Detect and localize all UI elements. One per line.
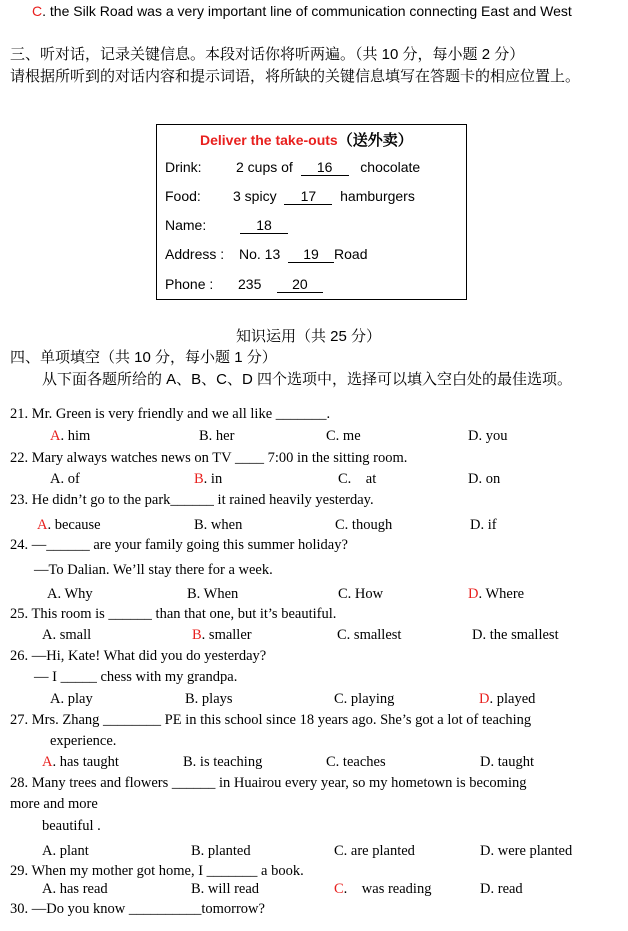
option-letter: A (47, 586, 58, 602)
knowledge-heading: 知识运用（共 25 分） (236, 328, 382, 345)
question-27-option-a (42, 754, 119, 771)
option-text: . has read (52, 881, 108, 897)
option-letter: D (468, 471, 479, 487)
card-title-cn: （送外卖） (337, 132, 413, 149)
section3-instruction: 请根据所听到的对话内容和提示词语，将所缺的关键信息填写在答题卡的相应位置上。 (10, 68, 581, 85)
option-letter: D (472, 627, 483, 643)
question-22-option-a (50, 471, 80, 488)
option-text: . me (335, 428, 361, 444)
blank-18: 18 (240, 217, 288, 234)
question-23-stem-line: 23. He didn’t go to the park______ it rained heavily yesterday. (10, 492, 374, 508)
question-26-stem-line: — I _____ chess with my grandpa. (34, 669, 238, 685)
question-26-option-b (185, 691, 233, 708)
take-out-card (156, 124, 467, 300)
card-before: No. 13 (239, 246, 281, 262)
question-29-option-b (191, 881, 259, 898)
option-letter: C (334, 881, 344, 897)
option-text: . in (203, 471, 223, 487)
option-text: . playing (343, 691, 395, 707)
option-letter: D (479, 691, 490, 707)
option-letter: B (194, 471, 204, 487)
option-text: . When (196, 586, 239, 602)
question-27-stem-line: 27. Mrs. Zhang ________ PE in this school since 18 years ago. She’s got a lot of teaching (10, 712, 532, 728)
question-24-option-a (47, 586, 93, 603)
question-28-option-d (480, 843, 572, 860)
card-before: 235 (238, 276, 262, 292)
question-23-option-b (194, 517, 242, 534)
question-21-option-c (326, 428, 361, 445)
option-letter: A (50, 428, 61, 444)
card-label-phone: Phone : (165, 276, 214, 292)
option-text: . on (478, 471, 501, 487)
option-text: . Why (57, 586, 93, 602)
question-27-stem-line: experience. (50, 733, 117, 749)
question-22-option-d (468, 471, 500, 488)
card-row-address (239, 246, 368, 263)
option-letter: B (191, 881, 201, 897)
question-24-option-d (468, 586, 524, 603)
question-25-option-a (42, 627, 91, 644)
option-text: . at (347, 471, 377, 487)
option-letter: D (480, 881, 491, 897)
option-text: . though (344, 517, 393, 533)
option-text: . Where (478, 586, 525, 602)
question-21-option-b (199, 428, 234, 445)
option-letter: D (468, 586, 479, 602)
card-after: hamburgers (340, 188, 415, 204)
option-letter: A (42, 843, 53, 859)
blank-19: 19 (288, 246, 334, 263)
option-letter: A (50, 691, 61, 707)
question-27-option-b (183, 754, 262, 771)
question-25-option-c (337, 627, 401, 644)
blank-16: 16 (301, 159, 349, 176)
option-text: . has taught (52, 754, 119, 770)
section4-heading: 四、单项填空（共 10 分，每小题 1 分） (10, 349, 277, 366)
prev-option-c (32, 3, 572, 19)
section4-instruction: 从下面各题所给的 A、B、C、D 四个选项中，选择可以填入空白处的最佳选项。 (42, 371, 573, 388)
option-text: . smallest (346, 627, 402, 643)
question-26-option-c (334, 691, 394, 708)
option-letter: A (42, 627, 53, 643)
option-text: . is teaching (192, 754, 263, 770)
option-text: . him (60, 428, 91, 444)
question-21-option-d (468, 428, 507, 445)
question-23-option-c (335, 517, 392, 534)
question-27-option-d (480, 754, 534, 771)
question-21-option-a (50, 428, 90, 445)
question-29-option-a (42, 881, 108, 898)
option-text: . her (208, 428, 235, 444)
question-28-option-b (191, 843, 251, 860)
option-text: . How (347, 586, 384, 602)
card-after: Road (334, 246, 368, 262)
option-text: . plant (52, 843, 89, 859)
question-22-option-c (338, 471, 376, 488)
option-letter: C (326, 754, 336, 770)
option-text: . were planted (490, 843, 573, 859)
option-letter: B (183, 754, 193, 770)
option-letter: C (338, 471, 348, 487)
option-letter: A (42, 881, 53, 897)
question-24-option-b (187, 586, 238, 603)
blank-20: 20 (277, 276, 323, 293)
question-27-option-c (326, 754, 386, 771)
option-letter: D (468, 428, 479, 444)
option-letter: A (42, 754, 53, 770)
option-letter: C (326, 428, 336, 444)
option-text: . of (60, 471, 80, 487)
option-text: . was reading (343, 881, 432, 897)
question-25-stem-line: 25. This room is ______ than that one, but it’s beautiful. (10, 606, 337, 622)
card-title-en: Deliver the take-outs (200, 132, 338, 148)
card-label-drink: Drink: (165, 159, 202, 175)
option-text: . play (60, 691, 93, 707)
question-28-stem-line: 28. Many trees and flowers ______ in Huairou every year, so my hometown is becoming (10, 775, 527, 791)
question-22-stem-line: 22. Mary always watches news on TV ____ 7:00 in the sitting room. (10, 450, 408, 466)
option-text: . plays (194, 691, 233, 707)
option-text: . played (489, 691, 536, 707)
question-28-option-c (334, 843, 415, 860)
question-29-stem-line: 29. When my mother got home, I _______ a book. (10, 863, 304, 879)
option-text: . the smallest (482, 627, 559, 643)
card-label-address: Address : (165, 246, 225, 262)
option-text: . teaches (335, 754, 386, 770)
question-23-option-a (37, 517, 101, 534)
option-letter: B (199, 428, 209, 444)
question-26-option-a (50, 691, 93, 708)
option-text: . because (47, 517, 101, 533)
card-row-drink (236, 159, 420, 176)
option-letter: C (334, 843, 344, 859)
option-text: . when (203, 517, 243, 533)
option-letter: B (185, 691, 195, 707)
question-26-stem-line: 26. —Hi, Kate! What did you do yesterday? (10, 648, 267, 664)
option-letter: B (187, 586, 197, 602)
option-text: . if (480, 517, 497, 533)
question-25-option-d (472, 627, 559, 644)
question-24-option-c (338, 586, 383, 603)
question-21-stem-line: 21. Mr. Green is very friendly and we all like _______. (10, 406, 331, 422)
card-row-food (233, 188, 415, 205)
option-letter: C (338, 586, 348, 602)
question-23-option-d (470, 517, 497, 534)
option-letter: D (470, 517, 481, 533)
option-text: . will read (200, 881, 260, 897)
card-title (200, 129, 413, 150)
question-28-option-a (42, 843, 89, 860)
option-letter: A (37, 517, 48, 533)
question-22-option-b (194, 471, 222, 488)
answer-letter: C (32, 3, 43, 19)
option-letter: B (194, 517, 204, 533)
card-row-name (240, 217, 288, 234)
option-text: . taught (490, 754, 534, 770)
question-29-option-c (334, 881, 431, 898)
question-30-stem-line: 30. —Do you know __________tomorrow? (10, 901, 265, 917)
question-25-option-b (192, 627, 252, 644)
question-28-stem-line: more and more (10, 796, 98, 812)
option-text: . read (490, 881, 523, 897)
option-letter: C (334, 691, 344, 707)
card-before: 2 cups of (236, 159, 293, 175)
option-letter: A (50, 471, 61, 487)
card-label-food: Food: (165, 188, 201, 204)
card-label-name: Name: (165, 217, 207, 233)
question-24-stem-line: 24. —______ are your family going this summer holiday? (10, 537, 348, 553)
option-letter: D (480, 754, 491, 770)
question-29-option-d (480, 881, 523, 898)
option-text: . planted (200, 843, 251, 859)
option-text: . smaller (201, 627, 252, 643)
card-after: chocolate (360, 159, 421, 175)
option-letter: B (191, 843, 201, 859)
section3-heading: 三、听对话，记录关键信息。本段对话你将听两遍。（共 10 分，每小题 2 分） (10, 46, 525, 63)
question-28-stem-line: beautiful . (42, 818, 101, 834)
option-text: . are planted (343, 843, 415, 859)
option-text: . you (478, 428, 508, 444)
question-26-option-d (479, 691, 535, 708)
option-letter: D (480, 843, 491, 859)
card-before: 3 spicy (233, 188, 277, 204)
question-24-stem-line: —To Dalian. We’ll stay there for a week. (34, 562, 273, 578)
option-letter: C (337, 627, 347, 643)
blank-17: 17 (284, 188, 332, 205)
option-text: . small (52, 627, 92, 643)
option-text: . the Silk Road was a very important line of communication connecting East and West (42, 3, 572, 19)
card-row-phone (238, 276, 323, 293)
option-letter: B (192, 627, 202, 643)
option-letter: C (335, 517, 345, 533)
